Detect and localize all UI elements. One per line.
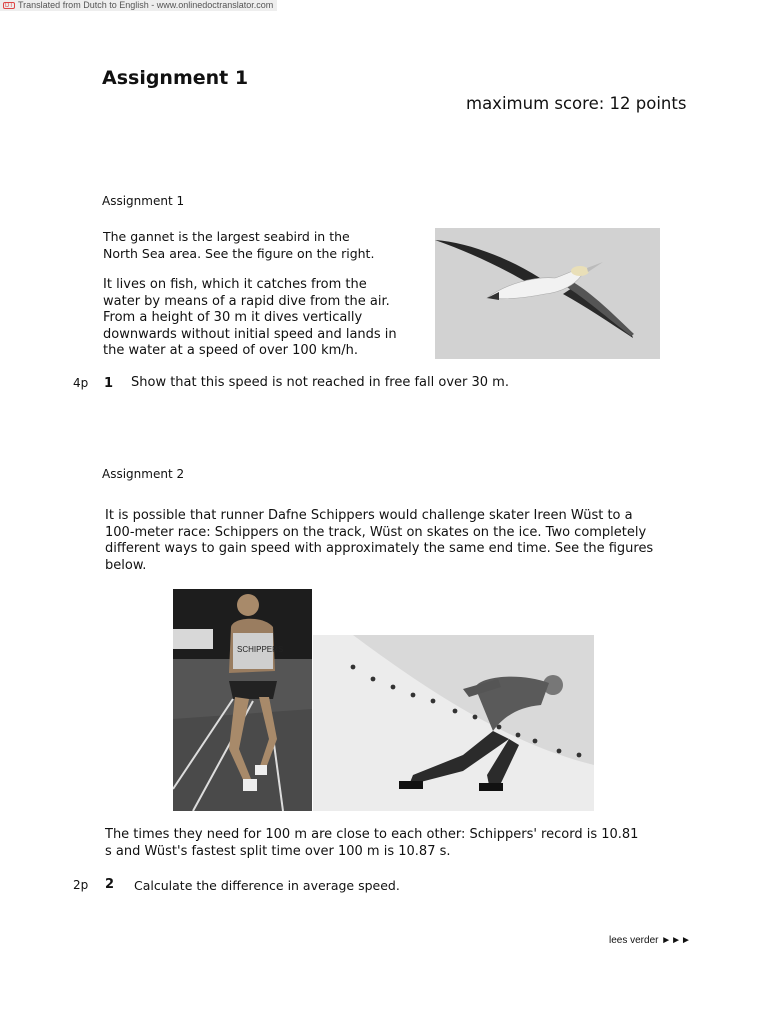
question-2-number: 2: [105, 877, 115, 892]
gannet-image: [435, 228, 660, 359]
assignment-1-body: It lives on fish, which it catches from the water by means of a rapid dive from the air. From a height of 30 m it dives vertically downwards without initial speed and lands in the water at a speed of over 100 km/h.: [103, 277, 397, 358]
runner-image: [173, 589, 312, 811]
translator-logo-icon: DT: [5, 3, 13, 9]
page-title: Assignment 1: [102, 67, 249, 89]
assignment-2-intro: It is possible that runner Dafne Schippers would challenge skater Ireen Wüst to a 100-meter race: Schippers on the track, Wüst on skates on the ice. Two completely different ways to gain speed with approximately the same end time. See the figures below.: [105, 508, 654, 573]
assignment-1-intro: The gannet is the largest seabird in the North Sea area. See the figure on the right.: [103, 229, 375, 261]
question-2-text: Calculate the difference in average speed.: [134, 878, 400, 893]
continue-reading-label: lees verder ►►►: [609, 935, 691, 946]
question-2-points: 2p: [73, 878, 89, 892]
banner-text: Translated from Dutch to English - www.onlinedoctranslator.com: [18, 0, 274, 10]
assignment-2-body: The times they need for 100 m are close to each other: Schippers' record is 10.81 s and Wüst's fastest split time over 100 m is 10.87 s.: [105, 827, 639, 859]
max-score: maximum score: 12 points: [466, 94, 687, 113]
translation-banner[interactable]: [0, 0, 277, 11]
question-1-number: 1: [104, 376, 114, 391]
question-1-points: 4p: [73, 376, 89, 390]
runner-bib-text: SCHIPPERS: [237, 645, 284, 654]
assignment-2-heading: Assignment 2: [102, 467, 185, 481]
assignment-1-heading: Assignment 1: [102, 194, 185, 208]
question-1-text: Show that this speed is not reached in free fall over 30 m.: [131, 375, 509, 390]
skater-image: [313, 635, 594, 811]
